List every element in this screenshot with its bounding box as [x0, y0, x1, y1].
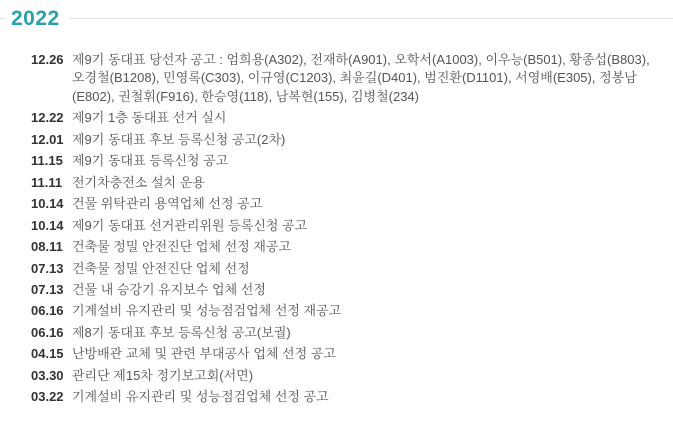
entry-text: 난방배관 교체 및 관련 부대공사 업체 선정 공고	[72, 346, 336, 362]
entry-date: 12.26	[31, 52, 64, 67]
announcement-row	[0, 131, 659, 149]
entry-date: 10.14	[31, 196, 64, 212]
entry-date: 11.11	[31, 174, 63, 190]
divider-left	[0, 18, 5, 19]
announcement-list	[0, 51, 673, 407]
entry-text: 제9기 동대표 후보 등록신청 공고(2차)	[72, 131, 286, 147]
announcement-row	[0, 51, 659, 106]
entry-text: 관리단 제15차 정기보고회(서면)	[72, 367, 254, 383]
entry-text: 건물 위탁관리 용역업체 선정 공고	[72, 196, 263, 212]
announcement-row	[0, 174, 659, 192]
announcement-row	[0, 345, 659, 363]
announcement-row	[0, 281, 659, 299]
entry-date: 04.15	[31, 346, 64, 362]
entry-date: 06.16	[31, 324, 64, 340]
entry-date: 07.13	[31, 281, 64, 297]
entry-text: 제9기 1층 동대표 선거 실시	[72, 110, 227, 126]
announcement-row	[0, 195, 659, 213]
entry-date: 06.16	[31, 303, 64, 319]
entry-text: 기계설비 유지관리 및 성능점검업체 선정 재공고	[72, 303, 342, 319]
announcement-row	[0, 324, 659, 342]
entry-text: 건축물 정밀 안전진단 업체 선정	[72, 260, 250, 276]
entry-text: 제9기 동대표 선거관리위원 등록신청 공고	[72, 217, 308, 233]
divider-right	[70, 18, 673, 19]
entry-date: 10.14	[31, 217, 64, 233]
entry-date: 07.13	[31, 260, 64, 276]
announcement-row	[0, 388, 659, 406]
entry-date: 08.11	[31, 239, 63, 255]
entry-date: 12.22	[31, 110, 64, 126]
year-header	[0, 0, 673, 35]
announcement-row	[0, 238, 659, 256]
entry-date: 03.30	[31, 367, 64, 383]
year-title: 2022	[11, 7, 60, 30]
announcement-row	[0, 260, 659, 278]
announcement-row	[0, 152, 659, 170]
entry-text: 제9기 동대표 등록신청 공고	[72, 153, 229, 169]
announcement-row	[0, 109, 659, 127]
entry-text: 건축물 정밀 안전진단 업체 선정 재공고	[72, 239, 291, 255]
entry-text: 건물 내 승강기 유지보수 업체 선정	[72, 281, 266, 297]
entry-text: 제9기 동대표 당선자 공고 : 엄희용(A302), 전재하(A901), 오학서(A1003), 이우능(B501), 황종섭(B803), 오경철(B1208), 민영록(C303), 이규영(C1203), 최윤길(D401), 범진환(D1101), 서영배(E305), 정봉남(E802), 권철휘(F916), 한승영(118), 남복현(155), 김병철(234)	[72, 52, 650, 104]
entry-date: 03.22	[31, 389, 64, 405]
announcement-row	[0, 217, 659, 235]
announcement-row	[0, 367, 659, 385]
entry-text: 기계설비 유지관리 및 성능점검업체 선정 공고	[72, 389, 329, 405]
entry-date: 11.15	[31, 153, 63, 169]
entry-text: 제8기 동대표 후보 등록신청 공고(보궐)	[72, 324, 291, 340]
entry-text: 전기차충전소 설치 운용	[72, 174, 205, 190]
announcement-row	[0, 302, 659, 320]
entry-date: 12.01	[31, 131, 64, 147]
